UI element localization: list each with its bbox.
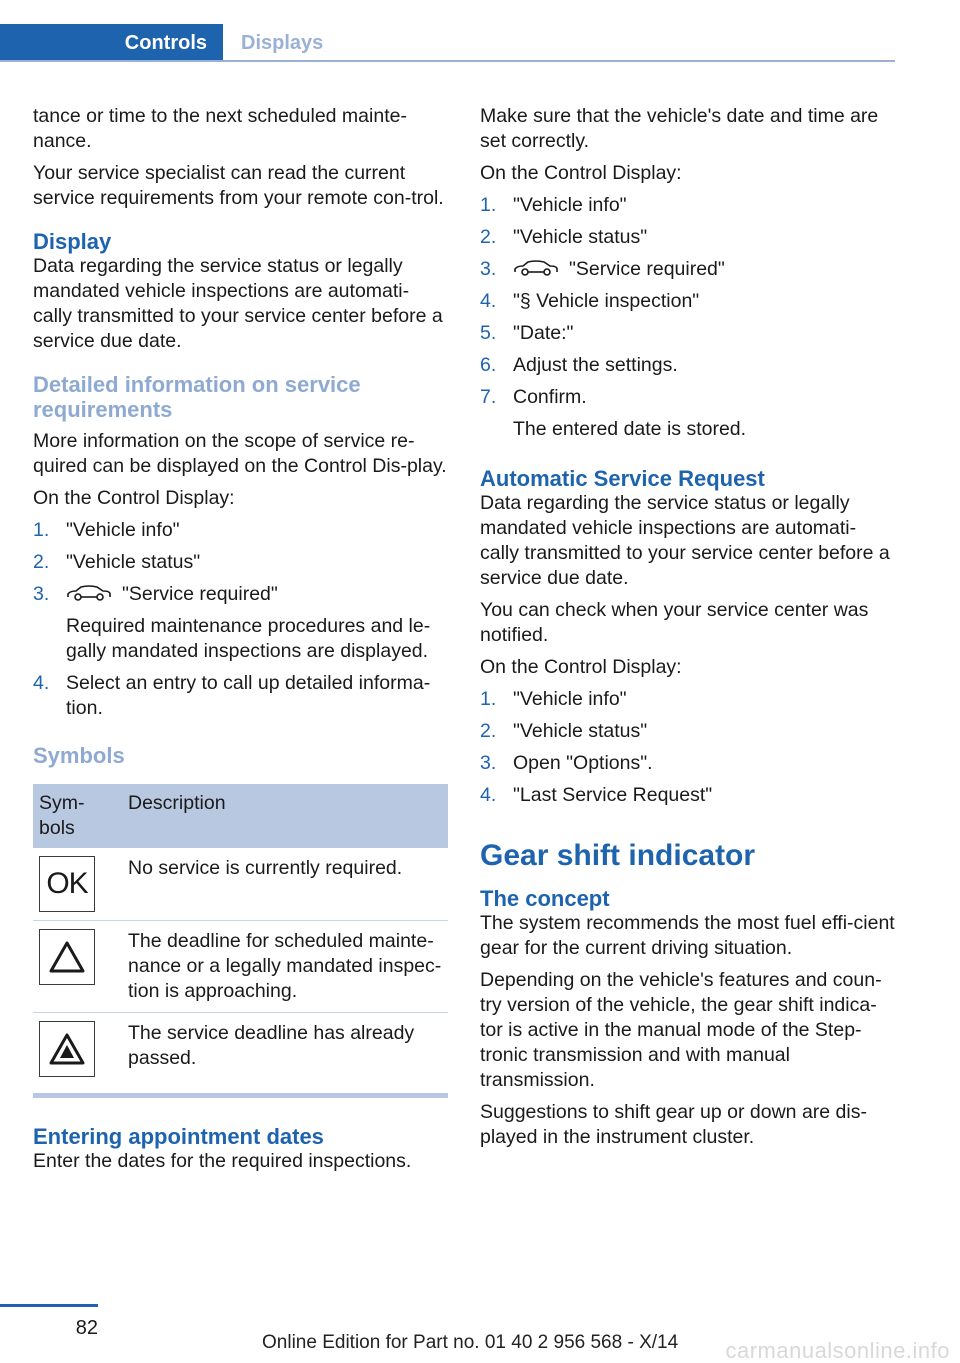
step-number: 4. (480, 784, 497, 806)
table-row (33, 921, 448, 1013)
table-header-description: Description (128, 792, 226, 814)
list-item (480, 257, 895, 282)
list-item (33, 671, 448, 721)
page-header (0, 0, 895, 62)
ok-icon-text: OK (46, 867, 88, 900)
display-heading: Display (33, 229, 112, 254)
table-cell-symbol (33, 848, 122, 921)
right-steps-list (480, 193, 895, 442)
list-item (480, 719, 895, 744)
warning-triangle-filled-icon (39, 1021, 95, 1077)
step-number: 4. (33, 672, 50, 694)
step-subtext: The entered date is stored. (513, 418, 747, 440)
table-row (33, 1013, 448, 1086)
list-item (480, 353, 895, 378)
step-text: "Vehicle status" (513, 720, 648, 742)
asr-paragraph: Data regarding the service status or legally mandated vehicle inspections are automati-cally transmitted to your service center before a service due date. (480, 492, 890, 589)
table-row (33, 848, 448, 921)
step-subtext: Required maintenance procedures and le-gally mandated inspections are displayed. (66, 615, 431, 662)
step-number: 1. (480, 194, 497, 216)
step-number: 2. (33, 551, 50, 573)
header-rule (0, 60, 895, 62)
concept-heading: The concept (480, 886, 610, 911)
intro-paragraph-1: tance or time to the next scheduled mainte-nance. (33, 105, 407, 152)
tab-controls[interactable]: Controls (0, 24, 223, 62)
appointment-heading: Entering appointment dates (33, 1124, 324, 1149)
on-control-display-label: On the Control Display: (480, 162, 682, 184)
list-item (33, 550, 448, 575)
step-number: 2. (480, 226, 497, 248)
table-cell-symbol (33, 1013, 122, 1086)
step-text: Open "Options". (513, 752, 653, 774)
step-number: 3. (33, 583, 50, 605)
step-text: Confirm. (513, 386, 587, 408)
symbols-heading: Symbols (33, 743, 125, 768)
concept-paragraph-3: Suggestions to shift gear up or down are dis-played in the instrument cluster. (480, 1101, 867, 1148)
list-item (480, 687, 895, 712)
table-cell-description: No service is currently required. (122, 848, 448, 921)
detailed-info-heading: Detailed information on service requirements (33, 372, 361, 422)
step-text: "Vehicle info" (513, 688, 627, 710)
list-item (480, 225, 895, 250)
concept-paragraph-2: Depending on the vehicle's features and coun-try version of the vehicle, the gear shift indica-tor is active in the manual mode of the Step-tronic transmission and with manual transmission. (480, 969, 882, 1091)
step-text: Adjust the settings. (513, 354, 678, 376)
step-number: 5. (480, 322, 497, 344)
list-item (33, 518, 448, 543)
display-paragraph: Data regarding the service status or legally mandated vehicle inspections are automati-cally transmitted to your service center before a service due date. (33, 255, 443, 352)
table-cell-description: The service deadline has already passed. (128, 1022, 415, 1069)
warning-triangle-outline-icon (39, 929, 95, 985)
car-icon (66, 585, 112, 601)
on-control-display-label-2: On the Control Display: (480, 656, 682, 678)
step-text: "Date:" (513, 322, 574, 344)
step-number: 2. (480, 720, 497, 742)
right-column (480, 104, 895, 1157)
intro-paragraph-2: Your service specialist can read the current service requirements from your remote con-trol. (33, 162, 444, 209)
table-header-row (33, 784, 448, 848)
list-item (480, 385, 895, 442)
step-number: 1. (33, 519, 50, 541)
step-text: "Vehicle info" (513, 194, 627, 216)
ok-icon (39, 856, 95, 912)
right-steps-list-2 (480, 687, 895, 808)
list-item (480, 751, 895, 776)
step-text: Select an entry to call up detailed informa-tion. (66, 672, 431, 719)
left-column (33, 104, 448, 1181)
step-number: 4. (480, 290, 497, 312)
watermark: carmanualsonline.info (725, 1338, 950, 1363)
table-cell-description: The deadline for scheduled mainte-nance or a legally mandated inspec-tion is approaching. (122, 921, 448, 1013)
asr-paragraph-2: You can check when your service center was notified. (480, 599, 869, 646)
step-text: "Vehicle status" (513, 226, 648, 248)
symbols-table (33, 784, 448, 1085)
list-item (33, 582, 448, 664)
step-text: "Service required" (569, 258, 725, 280)
car-icon (513, 260, 559, 276)
step-number: 7. (480, 386, 497, 408)
appointment-paragraph: Enter the dates for the required inspections. (33, 1150, 412, 1172)
tab-displays[interactable]: Displays (241, 31, 324, 54)
list-item (480, 289, 895, 314)
date-note-paragraph: Make sure that the vehicle's date and time are set correctly. (480, 105, 879, 152)
list-item (480, 193, 895, 218)
step-text: "Vehicle info" (66, 519, 180, 541)
step-text: "Service required" (122, 583, 278, 605)
concept-paragraph-1: The system recommends the most fuel effi-cient gear for the current driving situation. (480, 912, 895, 959)
table-cell-symbol (33, 921, 122, 1013)
table-header-symbols: Sym-bols (39, 792, 85, 839)
list-item (480, 783, 895, 808)
table-bottom-rule (33, 1093, 448, 1098)
page-number: 82 (75, 1317, 98, 1339)
step-number: 6. (480, 354, 497, 376)
step-number: 1. (480, 688, 497, 710)
gear-shift-heading: Gear shift indicator (480, 839, 756, 872)
asr-heading: Automatic Service Request (480, 466, 765, 491)
detailed-info-paragraph: More information on the scope of service re-quired can be displayed on the Control Dis-play. (33, 430, 447, 477)
step-text: "Last Service Request" (513, 784, 713, 806)
step-number: 3. (480, 258, 497, 280)
page-number-rule (0, 1304, 98, 1307)
edition-footer: Online Edition for Part no. 01 40 2 956 568 - X/14 (262, 1332, 679, 1353)
left-steps-list (33, 518, 448, 721)
on-control-display-label: On the Control Display: (33, 487, 235, 509)
list-item (480, 321, 895, 346)
step-text: "Vehicle status" (66, 551, 201, 573)
step-text: "§ Vehicle inspection" (513, 290, 700, 312)
step-number: 3. (480, 752, 497, 774)
